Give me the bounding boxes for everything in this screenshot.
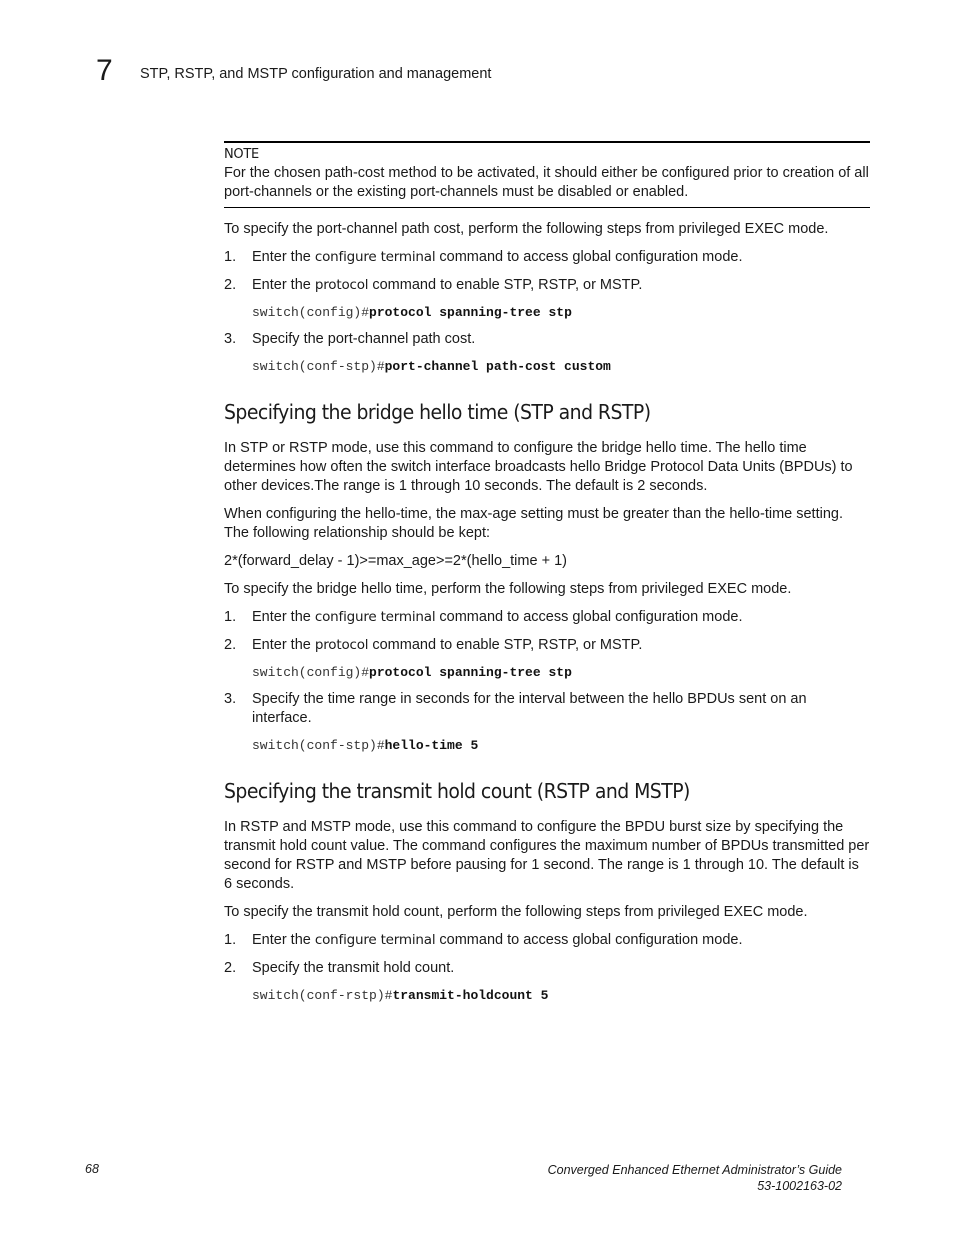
command-keyword: protocol (314, 277, 369, 293)
page-number: 68 (85, 1162, 99, 1176)
section3-steps (224, 931, 870, 978)
step: 3. Specify the port-channel path cost. (224, 331, 476, 347)
section2-paragraph: When configuring the hello-time, the max-age setting must be greater than the hello-time setting. The following relationship should be kept: (224, 506, 843, 541)
step: 1. Enter the configure terminal command to access global configuration mode. (224, 249, 743, 265)
section-heading-hello-time: Specifying the bridge hello time (STP and RSTP) (224, 400, 651, 424)
page-content (224, 141, 870, 1013)
relationship-formula: 2*(forward_delay - 1)>=max_age>=2*(hello_time + 1) (224, 553, 567, 569)
step: 3. Specify the time range in seconds for the interval between the hello BPDUs sent on an interface. (224, 691, 807, 726)
note-box (224, 141, 870, 208)
step: 1. Enter the configure terminal command to access global configuration mode. (224, 932, 743, 948)
note-label: NOTE (224, 147, 259, 162)
guide-title: Converged Enhanced Ethernet Administrator’s Guide (547, 1163, 842, 1177)
section-heading-transmit-hold-count: Specifying the transmit hold count (RSTP and MSTP) (224, 779, 690, 803)
chapter-number: 7 (96, 54, 113, 87)
command-keyword: configure terminal (314, 249, 436, 265)
code-example: switch(config)#protocol spanning-tree stp (252, 305, 572, 320)
footer-doc-info (548, 1162, 842, 1194)
command-keyword: configure terminal (314, 932, 436, 948)
section1-intro: To specify the port-channel path cost, perform the following steps from privileged EXEC mode. (224, 221, 829, 237)
step: 1. Enter the configure terminal command to access global configuration mode. (224, 609, 743, 625)
command-keyword: configure terminal (314, 609, 436, 625)
section2-steps (224, 608, 870, 655)
chapter-title: STP, RSTP, and MSTP configuration and management (140, 66, 492, 82)
code-example: switch(config)#protocol spanning-tree stp (252, 665, 572, 680)
section2-intro: To specify the bridge hello time, perform the following steps from privileged EXEC mode. (224, 581, 792, 597)
section2-paragraph: In STP or RSTP mode, use this command to configure the bridge hello time. The hello time determines how often the switch interface broadcasts hello Bridge Protocol Data Units (BPDUs) to other devices.The range is 1 through 10 seconds. The default is 2 seconds. (224, 440, 853, 494)
step: 2. Enter the protocol command to enable STP, RSTP, or MSTP. (224, 277, 643, 293)
section3-intro: To specify the transmit hold count, perform the following steps from privileged EXEC mode. (224, 904, 808, 920)
code-example: switch(conf-stp)#port-channel path-cost custom (252, 359, 611, 374)
step: 2. Enter the protocol command to enable STP, RSTP, or MSTP. (224, 637, 643, 653)
command-keyword: protocol (314, 637, 369, 653)
doc-number: 53-1002163-02 (757, 1179, 842, 1193)
code-example: switch(conf-stp)#hello-time 5 (252, 738, 479, 753)
section1-steps (224, 248, 870, 295)
code-example: switch(conf-rstp)#transmit-holdcount 5 (252, 988, 549, 1003)
note-text: For the chosen path-cost method to be activated, it should either be configured prior to creation of all port-channels or the existing port-channels must be disabled or enabled. (224, 165, 869, 200)
step: 2. Specify the transmit hold count. (224, 960, 455, 976)
section3-paragraph: In RSTP and MSTP mode, use this command to configure the BPDU burst size by specifying the transmit hold count value. The command configures the maximum number of BPDUs transmitted per second for RSTP and MSTP before pausing for 1 second. The range is 1 through 10. The default is 6 seconds. (224, 819, 870, 892)
